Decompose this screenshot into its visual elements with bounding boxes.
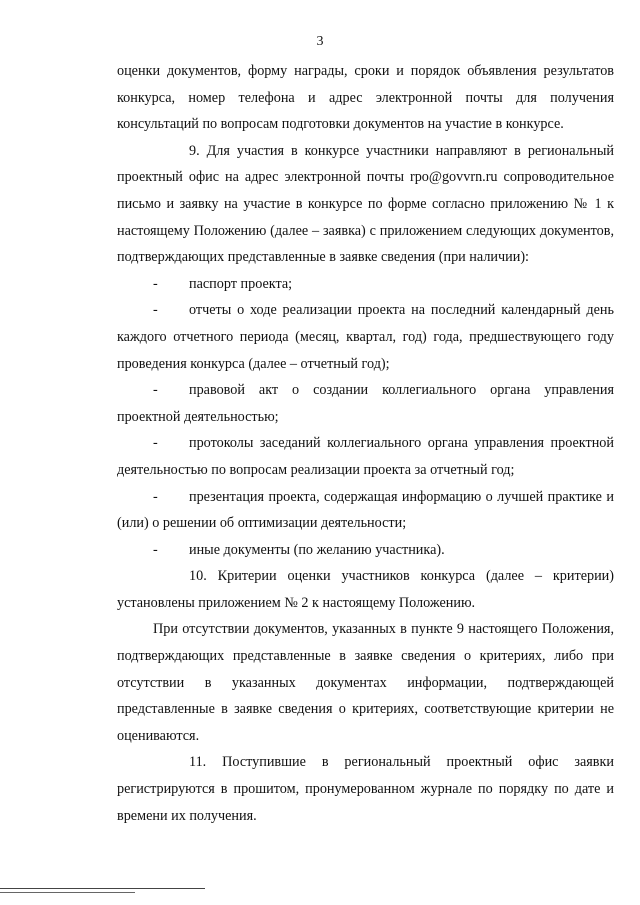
list-dash: - [153, 435, 158, 452]
list-dash: - [153, 302, 158, 319]
list-item-text: протоколы заседаний коллегиального органа управления проектной деятельностью по вопросам реализации проекта за отчетный год; [117, 435, 614, 478]
page-number: 3 [316, 34, 324, 49]
paragraph-10-continued: При отсутствии документов, указанных в пункте 9 настоящего Положения, подтверждающих представленные в заявке сведения о критериях, либо при отсутствии в указанных документах информации, подтверждающей представленные в заявке сведения о критериях, соответствующие критерии не оцениваются. [117, 621, 614, 744]
footer-rule [0, 888, 205, 889]
list-dash: - [153, 488, 158, 505]
paragraph-intro: оценки документов, форму награды, сроки и порядок объявления результатов конкурса, номер телефона и адрес электронной почты для получения консультаций по вопросам подготовки документов на участие в конкурсе. [117, 63, 614, 133]
paragraph-11-text: Поступившие в региональный проектный офис заявки регистрируются в прошитом, пронумерованном журнале по порядку по дате и времени их получения. [117, 754, 614, 824]
paragraph-10-text: Критерии оценки участников конкурса (далее – критерии) установлены приложением № 2 к настоящему Положению. [117, 568, 614, 611]
list-item [117, 430, 614, 483]
footer-rule-secondary [0, 892, 135, 893]
list-item-text: иные документы (по желанию участника). [189, 541, 445, 558]
list-item-text: паспорт проекта; [189, 275, 293, 292]
list-item [117, 537, 614, 564]
list-dash: - [153, 275, 158, 292]
paragraph-11 [117, 749, 614, 829]
paragraph-9 [117, 138, 614, 271]
list-item [117, 377, 614, 430]
list-dash: - [153, 541, 158, 558]
paragraph-10-number: 10. [189, 568, 207, 585]
paragraph-10 [117, 563, 614, 616]
list-dash: - [153, 382, 158, 399]
list-item-text: правовой акт о создании коллегиального органа управления проектной деятельностью; [117, 382, 614, 425]
list-item [117, 484, 614, 537]
document-body [117, 58, 614, 829]
paragraph-11-number: 11. [189, 754, 207, 771]
list-item-text: презентация проекта, содержащая информацию о лучшей практике и (или) о решении об оптимизации деятельности; [117, 488, 614, 532]
list-item [117, 271, 614, 298]
list-item-text: отчеты о ходе реализации проекта на последний календарный день каждого отчетного периода (месяц, квартал, год) года, предшествующего году проведения конкурса (далее – отчетный год); [117, 302, 614, 372]
paragraph-9-text: Для участия в конкурсе участники направляют в региональный проектный офис на адрес электронной почты rpo@govvrn.ru сопроводительное письмо и заявку на участие в конкурсе по форме согласно приложению № 1 к настоящему Положению (далее – заявка) с приложением следующих документов, подтверждающих представленные в заявке сведения (при наличии): [117, 142, 614, 266]
list-item [117, 297, 614, 377]
paragraph-9-number: 9. [189, 142, 200, 159]
